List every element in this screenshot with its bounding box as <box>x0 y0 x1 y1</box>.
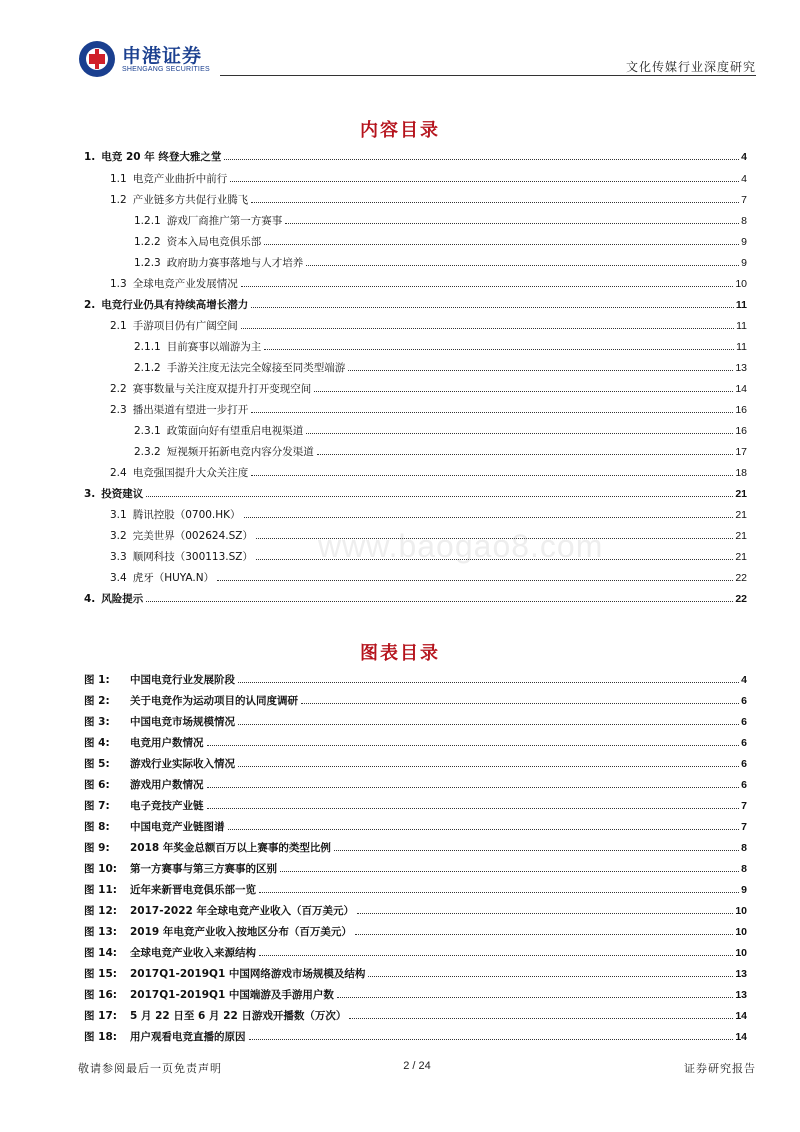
figure-entry[interactable] <box>84 924 747 938</box>
dot-leader <box>251 412 733 413</box>
figure-number: 图 1: <box>84 674 110 686</box>
toc-entry[interactable] <box>84 402 747 416</box>
toc-entry-number: 3.4 <box>110 572 127 584</box>
dot-leader <box>244 517 734 518</box>
toc-entry-label: 腾讯控股（0700.HK） <box>132 509 241 521</box>
toc-entry[interactable] <box>84 381 747 395</box>
toc-entry[interactable] <box>84 234 747 248</box>
toc-entry-page: 4 <box>741 151 747 163</box>
figure-number: 图 13: <box>84 926 117 938</box>
figure-label: 游戏行业实际收入情况 <box>130 758 235 770</box>
toc-entry-label: 赛事数量与关注度双提升打开变现空间 <box>132 383 312 395</box>
toc-entry[interactable] <box>84 171 747 185</box>
toc-entry-label: 手游项目仍有广阔空间 <box>132 320 238 332</box>
toc-entry-page: 11 <box>736 341 747 353</box>
toc-entry[interactable] <box>84 507 747 521</box>
figure-label: 第一方赛事与第三方赛事的区别 <box>130 863 277 875</box>
figure-page: 13 <box>735 989 747 1001</box>
toc-entry-number: 3.3 <box>110 551 127 563</box>
toc-entry-label: 投资建议 <box>101 488 144 500</box>
toc-title: 内容目录 <box>360 120 440 141</box>
dot-leader <box>285 223 739 224</box>
toc-entry-label: 电竞行业仍具有持续高增长潜力 <box>101 299 249 311</box>
dot-leader <box>259 892 739 893</box>
dot-leader <box>207 808 740 809</box>
figure-label: 关于电竞作为运动项目的认同度调研 <box>130 695 298 707</box>
dot-leader <box>224 159 739 160</box>
figure-entry[interactable] <box>84 819 747 833</box>
toc-entry[interactable] <box>84 318 747 332</box>
toc-entry-label: 手游关注度无法完全嫁接至同类型端游 <box>166 362 346 374</box>
toc-entry-number: 4. <box>84 593 96 605</box>
dot-leader <box>146 601 733 602</box>
toc-entry-label: 资本入局电竞俱乐部 <box>166 236 262 248</box>
figure-entry[interactable] <box>84 756 747 770</box>
dot-leader <box>301 703 739 704</box>
toc-entry[interactable] <box>84 255 747 269</box>
figure-number: 图 5: <box>84 758 110 770</box>
toc-entry[interactable] <box>84 423 747 437</box>
dot-leader <box>146 496 733 497</box>
figure-page: 4 <box>741 674 747 686</box>
dot-leader <box>251 307 734 308</box>
figure-entry[interactable] <box>84 798 747 812</box>
toc-entry-number: 2.1 <box>110 320 127 332</box>
figure-number: 图 7: <box>84 800 110 812</box>
toc-entry-page: 11 <box>736 320 747 332</box>
toc-entry[interactable] <box>84 276 747 290</box>
figure-label: 中国电竞行业发展阶段 <box>130 674 235 686</box>
dot-leader <box>238 766 739 767</box>
toc-entry-number: 1.2.2 <box>134 236 161 248</box>
dot-leader <box>230 181 739 182</box>
figure-label: 2017Q1-2019Q1 中国端游及手游用户数 <box>130 989 334 1001</box>
figure-number: 图 14: <box>84 947 117 959</box>
toc-entry-label: 电竞产业曲折中前行 <box>132 173 228 185</box>
figure-number: 图 9: <box>84 842 110 854</box>
dot-leader <box>238 724 739 725</box>
toc-entry-number: 1.3 <box>110 278 127 290</box>
dot-leader <box>241 286 734 287</box>
dot-leader <box>306 265 739 266</box>
toc-entry-number: 2.2 <box>110 383 127 395</box>
toc-entry-page: 14 <box>735 383 747 395</box>
toc-entry-number: 1. <box>84 151 96 163</box>
company-name-en: SHENGANG SECURITIES <box>122 66 210 73</box>
figure-page: 6 <box>741 737 747 749</box>
figure-number: 图 10: <box>84 863 117 875</box>
dot-leader <box>207 787 740 788</box>
figure-number: 图 15: <box>84 968 117 980</box>
figure-entry[interactable] <box>84 861 747 875</box>
figure-entry[interactable] <box>84 777 747 791</box>
page-footer <box>78 1060 756 1080</box>
toc-entry-page: 10 <box>735 278 747 290</box>
toc-entry-page: 16 <box>735 404 747 416</box>
toc-entry-number: 2.1.1 <box>134 341 161 353</box>
toc-entry-number: 1.2.1 <box>134 215 161 227</box>
page-number: 2 / 24 <box>403 1060 431 1072</box>
toc-entry-page: 8 <box>741 215 747 227</box>
figure-page: 6 <box>741 758 747 770</box>
figure-number: 图 12: <box>84 905 117 917</box>
toc-entry-page: 21 <box>735 509 747 521</box>
figure-page: 13 <box>735 968 747 980</box>
figure-number: 图 11: <box>84 884 117 896</box>
toc-entry-number: 3. <box>84 488 96 500</box>
page-header <box>78 38 756 78</box>
figure-number: 图 4: <box>84 737 110 749</box>
figure-page: 7 <box>741 800 747 812</box>
toc-entry-number: 2.3.1 <box>134 425 161 437</box>
figure-page: 10 <box>735 947 747 959</box>
figure-label: 游戏用户数情况 <box>130 779 204 791</box>
figure-entry[interactable] <box>84 735 747 749</box>
toc-entry-page: 9 <box>741 257 747 269</box>
toc-entry[interactable] <box>84 297 747 311</box>
dot-leader <box>280 871 739 872</box>
figure-number: 图 16: <box>84 989 117 1001</box>
dot-leader <box>217 580 733 581</box>
figure-entry[interactable] <box>84 714 747 728</box>
figure-entry[interactable] <box>84 672 747 686</box>
figure-label: 中国电竞市场规模情况 <box>130 716 235 728</box>
toc-entry-label: 游戏厂商推广第一方赛事 <box>166 215 283 227</box>
toc-entry-number: 2.3.2 <box>134 446 161 458</box>
figure-label: 用户观看电竞直播的原因 <box>130 1031 246 1043</box>
toc-entry[interactable] <box>84 486 747 500</box>
figure-entry[interactable] <box>84 882 747 896</box>
toc-entry-page: 21 <box>735 530 747 542</box>
toc-entry[interactable] <box>84 149 747 163</box>
dot-leader <box>349 1018 733 1019</box>
toc-entry[interactable] <box>84 213 747 227</box>
dot-leader <box>264 244 739 245</box>
dot-leader <box>251 202 739 203</box>
figure-number: 图 8: <box>84 821 110 833</box>
figure-page: 7 <box>741 821 747 833</box>
figure-entry[interactable] <box>84 693 747 707</box>
figure-entry[interactable] <box>84 840 747 854</box>
figure-number: 图 6: <box>84 779 110 791</box>
figure-number: 图 18: <box>84 1031 117 1043</box>
toc-entry-number: 2.3 <box>110 404 127 416</box>
toc-entry-number: 2.1.2 <box>134 362 161 374</box>
figure-list-title: 图表目录 <box>360 643 440 664</box>
toc-entry[interactable] <box>84 570 747 584</box>
toc-entry-page: 17 <box>735 446 747 458</box>
dot-leader <box>238 682 739 683</box>
toc-entry[interactable] <box>84 192 747 206</box>
toc-entry[interactable] <box>84 591 747 605</box>
figure-label: 2019 年电竞产业收入按地区分布（百万美元） <box>130 926 352 938</box>
figure-page: 8 <box>741 842 747 854</box>
figure-label: 2017Q1-2019Q1 中国网络游戏市场规模及结构 <box>130 968 366 980</box>
dot-leader <box>228 829 740 830</box>
figure-entry[interactable] <box>84 966 747 980</box>
company-logo-icon <box>78 40 116 78</box>
report-category: 证券研究报告 <box>684 1062 756 1075</box>
dot-leader <box>314 391 733 392</box>
dot-leader <box>334 850 739 851</box>
toc-entry-page: 7 <box>741 194 747 206</box>
toc-entry-number: 1.2.3 <box>134 257 161 269</box>
toc-entry-label: 完美世界（002624.SZ） <box>132 530 253 542</box>
dot-leader <box>251 475 733 476</box>
toc-entry-label: 电竞强国提升大众关注度 <box>132 467 249 479</box>
figure-entry[interactable] <box>84 903 747 917</box>
toc-entry-number: 1.1 <box>110 173 127 185</box>
toc-entry-page: 16 <box>735 425 747 437</box>
toc-entry-page: 13 <box>735 362 747 374</box>
dot-leader <box>348 370 733 371</box>
figure-number: 图 3: <box>84 716 110 728</box>
toc-entry-label: 电竞 20 年 终登大雅之堂 <box>101 151 222 163</box>
dot-leader <box>337 997 733 998</box>
toc-entry-number: 1.2 <box>110 194 127 206</box>
toc-entry-page: 21 <box>735 488 747 500</box>
figure-entry[interactable] <box>84 1029 747 1043</box>
toc-entry[interactable] <box>84 444 747 458</box>
toc-entry-page: 9 <box>741 236 747 248</box>
figure-label: 全球电竞产业收入来源结构 <box>130 947 256 959</box>
figure-page: 8 <box>741 863 747 875</box>
dot-leader <box>355 934 733 935</box>
figure-number: 图 2: <box>84 695 110 707</box>
figure-number: 图 17: <box>84 1010 117 1022</box>
dot-leader <box>259 955 733 956</box>
toc-entry-label: 产业链多方共促行业腾飞 <box>132 194 249 206</box>
toc-entry-number: 2.4 <box>110 467 127 479</box>
figure-label: 2018 年奖金总额百万以上赛事的类型比例 <box>130 842 331 854</box>
dot-leader <box>306 433 733 434</box>
dot-leader <box>357 913 733 914</box>
figure-label: 电子竞技产业链 <box>130 800 204 812</box>
figure-page: 6 <box>741 779 747 791</box>
figure-page: 10 <box>735 905 747 917</box>
figure-entry[interactable] <box>84 945 747 959</box>
dot-leader <box>264 349 734 350</box>
toc-entry-number: 2. <box>84 299 96 311</box>
toc-entry-label: 短视频开拓新电竞内容分发渠道 <box>166 446 314 458</box>
dot-leader <box>249 1039 734 1040</box>
toc-entry-page: 22 <box>735 593 747 605</box>
watermark: www.baogao8.com <box>318 528 604 564</box>
company-name-cn: 申港证券 <box>122 45 203 67</box>
toc-entry-page: 4 <box>741 173 747 185</box>
toc-entry-page: 22 <box>735 572 747 584</box>
toc-entry[interactable] <box>84 360 747 374</box>
figure-label: 2017-2022 年全球电竞产业收入（百万美元） <box>130 905 354 917</box>
figure-page: 14 <box>735 1010 747 1022</box>
header-divider <box>220 75 756 76</box>
figure-page: 10 <box>735 926 747 938</box>
dot-leader <box>368 976 733 977</box>
toc-entry-label: 顺网科技（300113.SZ） <box>132 551 253 563</box>
figure-entry[interactable] <box>84 987 747 1001</box>
toc-entry-number: 3.1 <box>110 509 127 521</box>
figure-label: 近年来新晋电竞俱乐部一览 <box>130 884 256 896</box>
figure-label: 中国电竞产业链图谱 <box>130 821 225 833</box>
toc-entry-label: 政府助力赛事落地与人才培养 <box>166 257 304 269</box>
toc-entry-page: 18 <box>735 467 747 479</box>
toc-entry[interactable] <box>84 465 747 479</box>
toc-entry-label: 全球电竞产业发展情况 <box>132 278 238 290</box>
dot-leader <box>317 454 734 455</box>
figure-entry[interactable] <box>84 1008 747 1022</box>
figure-page: 6 <box>741 716 747 728</box>
figure-page: 14 <box>735 1031 747 1043</box>
disclaimer-note: 敬请参阅最后一页免责声明 <box>78 1062 222 1075</box>
toc-entry-label: 政策面向好有望重启电视渠道 <box>166 425 304 437</box>
figure-page: 6 <box>741 695 747 707</box>
toc-entry-label: 目前赛事以端游为主 <box>166 341 262 353</box>
figure-label: 电竞用户数情况 <box>130 737 204 749</box>
figure-page: 9 <box>741 884 747 896</box>
toc-entry-label: 虎牙（HUYA.N） <box>132 572 215 584</box>
toc-entry[interactable] <box>84 339 747 353</box>
toc-entry-label: 风险提示 <box>101 593 144 605</box>
toc-entry-number: 3.2 <box>110 530 127 542</box>
figure-label: 5 月 22 日至 6 月 22 日游戏开播数（万次） <box>130 1010 347 1022</box>
dot-leader <box>207 745 740 746</box>
toc-entry-page: 21 <box>735 551 747 563</box>
toc-entry-page: 11 <box>735 299 747 311</box>
dot-leader <box>241 328 734 329</box>
toc-entry-label: 播出渠道有望进一步打开 <box>132 404 249 416</box>
report-type: 文化传媒行业深度研究 <box>625 60 756 74</box>
